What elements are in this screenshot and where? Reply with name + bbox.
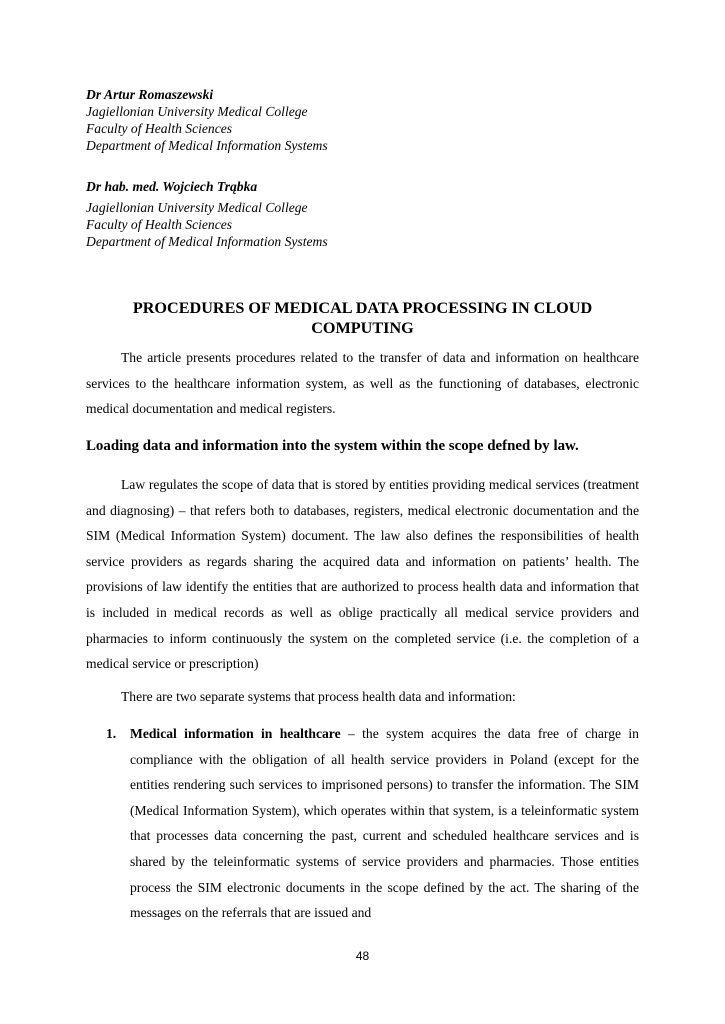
author-affiliation-department: Department of Medical Information Systems xyxy=(86,234,328,249)
body-paragraph: Law regulates the scope of data that is stored by entities providing medical services (treatment and diagnosing) – that refers both to databases, registers, medical electronic documentation and the SIM (Medical Information System) document. The law also defines the responsibilities of health service providers as regards sharing the acquired data and information on patients’ health. The provisions of law identify the entities that are authorized to process health data and information that is included in medical records as well as oblige practically all medical service providers and pharmacies to inform continuously the system on the completed service (i.e. the completion of a medical service or prescription) xyxy=(86,477,639,672)
numbered-list xyxy=(86,721,639,926)
author-affiliation-department: Department of Medical Information Systems xyxy=(86,138,328,153)
abstract-paragraph: The article presents procedures related to the transfer of data and information on healthcare services to the healthcare information system, as well as the functioning of databases, electronic medical documentation and medical registers. xyxy=(86,350,639,417)
list-item xyxy=(86,721,639,926)
author-name: Dr Artur Romaszewski xyxy=(86,87,214,102)
author-block-1 xyxy=(86,86,328,154)
author-affiliation-faculty: Faculty of Health Sciences xyxy=(86,121,233,136)
page-number: 48 xyxy=(355,949,370,963)
author-block-2 xyxy=(86,178,328,250)
list-item-term: Medical information in healthcare xyxy=(130,726,341,741)
author-name: Dr hab. med. Wojciech Trąbka xyxy=(86,179,258,194)
author-affiliation-university: Jagiellonian University Medical College xyxy=(86,104,308,119)
body-paragraph: There are two separate systems that process health data and information: xyxy=(121,689,516,704)
list-item-number: 1. xyxy=(106,726,117,741)
section-heading: Loading data and information into the system within the scope defned by law. xyxy=(86,438,579,454)
author-affiliation-faculty: Faculty of Health Sciences xyxy=(86,217,233,232)
author-affiliation-university: Jagiellonian University Medical College xyxy=(86,200,308,215)
article-title: PROCEDURES OF MEDICAL DATA PROCESSING IN CLOUD COMPUTING xyxy=(132,299,593,337)
list-item-text: – the system acquires the data free of charge in compliance with the obligation of all health service providers in Poland (except for the entities rendering such services to imprisoned persons) to transfer the information. The SIM (Medical Information System), which operates within that system, is a teleinformatic system that processes data concerning the past, current and scheduled healthcare services and is shared by the teleinformatic systems of service providers and pharmacies. Those entities process the SIM electronic documents in the scope defined by the act. The sharing of the messages on the referrals that are issued and xyxy=(130,726,639,921)
